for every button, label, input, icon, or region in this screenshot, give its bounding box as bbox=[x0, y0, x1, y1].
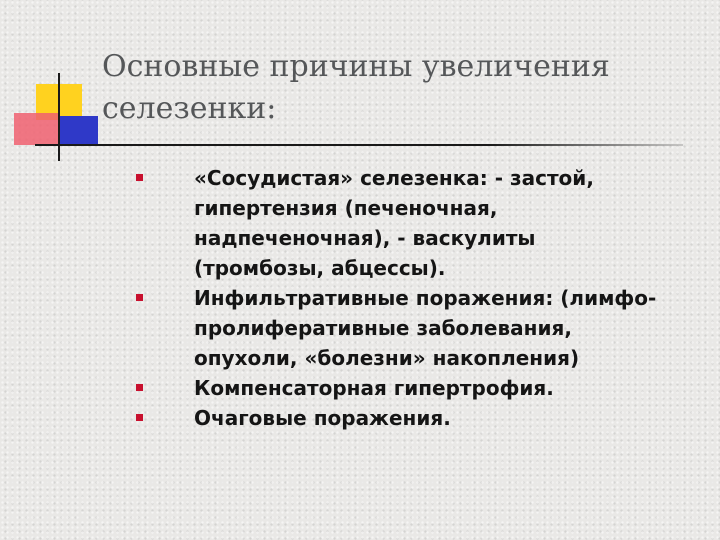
slide-title-line: Основные причины увеличения bbox=[102, 49, 610, 84]
horizontal-rule bbox=[35, 144, 683, 146]
bullet-list bbox=[136, 163, 716, 433]
bullet-text: Компенсаторная гипертрофия. bbox=[194, 376, 554, 400]
bullet-marker-icon bbox=[136, 174, 143, 181]
bullet-item bbox=[136, 373, 716, 403]
bullet-item bbox=[136, 163, 716, 283]
bullet-text: Очаговые поражения. bbox=[194, 406, 451, 430]
decorative-blue-square bbox=[60, 116, 98, 146]
bullet-marker-icon bbox=[136, 294, 143, 301]
slide-title bbox=[102, 46, 702, 130]
bullet-text: «Сосудистая» селезенка: - застой, гипертензия (печеночная, надпеченочная), - васкулиты (тромбозы, абцессы). bbox=[194, 166, 594, 280]
bullet-item bbox=[136, 403, 716, 433]
slide-title-line: селезенки: bbox=[102, 91, 277, 126]
bullet-marker-icon bbox=[136, 384, 143, 391]
bullet-text: Инфильтративные поражения: (лимфо- пролиферативные заболевания, опухоли, «болезни» накопления) bbox=[194, 286, 657, 370]
bullet-marker-icon bbox=[136, 414, 143, 421]
bullet-item bbox=[136, 283, 716, 373]
decorative-pink-square bbox=[14, 113, 58, 145]
vertical-rule bbox=[58, 73, 60, 161]
